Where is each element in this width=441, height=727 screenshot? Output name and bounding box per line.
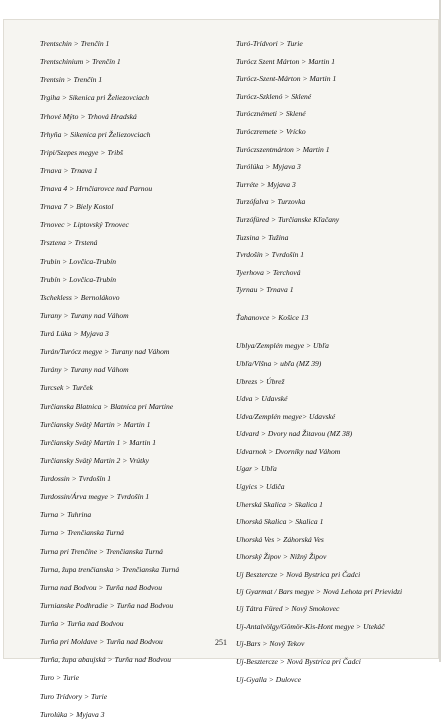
index-entry: Udva > Udavské: [236, 394, 288, 404]
index-entry: Uj-Gyalla > Dulovce: [236, 674, 302, 684]
index-entry: Trentschinium > Trenčín 1: [40, 57, 121, 67]
index-entry: Trubin > Lovčica-Trubín: [40, 256, 117, 266]
index-entry: Uhorská Skalica > Skalica 1: [236, 517, 324, 527]
document-page: [4, 20, 438, 719]
index-entry: Turá Lúka > Myjava 3: [40, 329, 109, 338]
index-entry: Turňa > Turňa nad Bodvou: [40, 619, 124, 628]
index-entry: Uj Tátra Füred > Nový Smokovec: [236, 604, 340, 614]
index-entry: Turó-Trídvori > Turie: [236, 39, 303, 48]
index-entry: Uj-Antalvölgy/Gömör-Kis-Hont megye > Utekáč: [236, 621, 385, 631]
index-entry: Uj-Bars > Nový Tekov: [236, 639, 305, 649]
index-entry: Turna, župa trenčianska > Trenčianska Turná: [40, 564, 180, 574]
index-entry: Ugar > Ubľa: [236, 464, 277, 474]
index-entry: Udva/Zemplén megye> Udavské: [236, 411, 336, 421]
index-entry: Turán/Turócz megye > Turany nad Váhom: [40, 347, 170, 357]
index-entry: Ubrezs > Úbrež: [236, 376, 285, 386]
index-entry: Turo > Turie: [40, 673, 80, 683]
index-entry: Tschekless > Bernolákovo: [40, 292, 120, 302]
right-column: [236, 38, 426, 691]
index-entry: Turňa, župa abaujská > Turňa nad Bodvou: [40, 655, 172, 665]
index-entry: Uj Beszterczе > Nová Bystrica pri Čadci: [236, 570, 361, 580]
index-entry: Udvard > Dvory nad Žitavou (MZ 38): [236, 429, 353, 439]
index-entry: Trgiha > Sikenica pri Želiezovciach: [40, 93, 150, 103]
index-entry: Trnava > Trnava 1: [40, 165, 98, 175]
index-entry: Trsztena > Trstená: [40, 238, 98, 248]
index-entry: Turcsek > Turček: [40, 383, 93, 393]
index-entry: Turany > Turany nad Váhom: [40, 310, 129, 320]
index-entry: Tripi/Szepes megye > Tribš: [40, 147, 123, 157]
index-entry: Turolúka > Myjava 3: [40, 709, 105, 719]
index-entry: Turčiansky Svätý Martin > Martin 1: [40, 419, 151, 429]
index-entry: Turna > Trenčianska Turná: [40, 528, 124, 538]
index-entry: Trhové Mýto > Trhová Hradská: [40, 111, 137, 121]
index-entry: Turčianska Blatnica > Blatnica pri Martine: [40, 401, 174, 411]
index-entry: Turzófüred > Turčianske Kľačany: [236, 214, 340, 224]
index-entry: Turčiansky Svätý Martin 1 > Martin 1: [40, 437, 157, 447]
index-entry: Turna pri Trenčíne > Trenčianska Turná: [40, 546, 163, 556]
index-entry: Uj Gyarmat / Bars megye > Nová Lehota pri Prievidzi: [236, 586, 403, 596]
index-entry: Turčiansky Svätý Martin 2 > Vrútky: [40, 455, 149, 465]
left-column: [40, 38, 222, 727]
index-entry: Turóczszentmárton > Martin 1: [236, 144, 330, 154]
index-entry: Turócz-Szklenó > Sklené: [236, 91, 312, 101]
index-entry: Udvarnok > Dvorníky nad Váhom: [236, 446, 341, 456]
index-entry: Turna nad Bodvou > Turňa nad Bodvou: [40, 582, 162, 592]
index-entry: Turdossin > Tvrdošín 1: [40, 474, 112, 483]
index-entry: Tyerhova > Terchová: [236, 267, 301, 277]
index-entry: Turány > Turany nad Váhom: [40, 365, 129, 375]
index-entry: Turdossin/Árva megye > Tvrdošín 1: [40, 492, 150, 502]
index-entry: Ťahanovce > Košice 13: [236, 313, 309, 323]
index-entry: Trhyňa > Sikenica pri Želiezovciach: [40, 129, 151, 139]
index-entry: Trentsin > Trenčín 1: [40, 75, 103, 85]
index-entry: Turo Trídvory > Turie: [40, 691, 108, 701]
index-entry: Uj-Besztercze > Nová Bystrica pri Čadci: [236, 657, 361, 666]
index-entry: Ugyics > Udiča: [236, 482, 285, 492]
index-entry: Turňa pri Moldave > Turňa nad Bodvou: [40, 637, 163, 647]
index-entry: Tyrnau > Trnava 1: [236, 285, 294, 295]
index-entry: Turzófalva > Turzovka: [236, 197, 306, 207]
index-entry: Turóczremete > Vrícko: [236, 126, 306, 136]
index-entry: Ublya/Zemplén megye > Ubľa: [236, 341, 329, 351]
index-entry: Uhorská Ves > Záhorská Ves: [236, 534, 324, 544]
index-entry: Trubín > Lovčica-Trubín: [40, 274, 117, 284]
index-entry: Turócz-Szent-Márton > Martin 1: [236, 74, 337, 84]
index-entry: Trnovec > Liptovský Trnovec: [40, 220, 129, 230]
index-entry: Turna > Tuhrina: [40, 510, 92, 520]
index-entry: Turréte > Myjava 3: [236, 179, 296, 189]
page-number: 251: [215, 638, 227, 647]
index-entry: Trentschin > Trenčín 1: [40, 39, 110, 48]
index-entry: Trnava 7 > Biely Kostol: [40, 202, 114, 212]
index-entry: Turócznémeti > Sklené: [236, 109, 306, 119]
index-entry: Tvrdošín > Tvrdošín 1: [236, 250, 305, 260]
index-entry: Turnianske Podhradie > Turňa nad Bodvou: [40, 600, 174, 610]
index-entry: Ubľa/Vlšna > ubľa (MZ 39): [236, 358, 322, 368]
index-entry: Tuzsina > Tužina: [236, 232, 289, 242]
index-entry: Uhorský Žipov > Nižný Žipov: [236, 552, 327, 562]
index-entry: Turólúka > Myjava 3: [236, 162, 301, 172]
index-entry: Trnava 4 > Hrnčiarovce nad Parnou: [40, 184, 153, 193]
index-entry: Turócz Szent Márton > Martin 1: [236, 56, 335, 66]
index-entry: Uherská Skalica > Skalica 1: [236, 499, 323, 509]
